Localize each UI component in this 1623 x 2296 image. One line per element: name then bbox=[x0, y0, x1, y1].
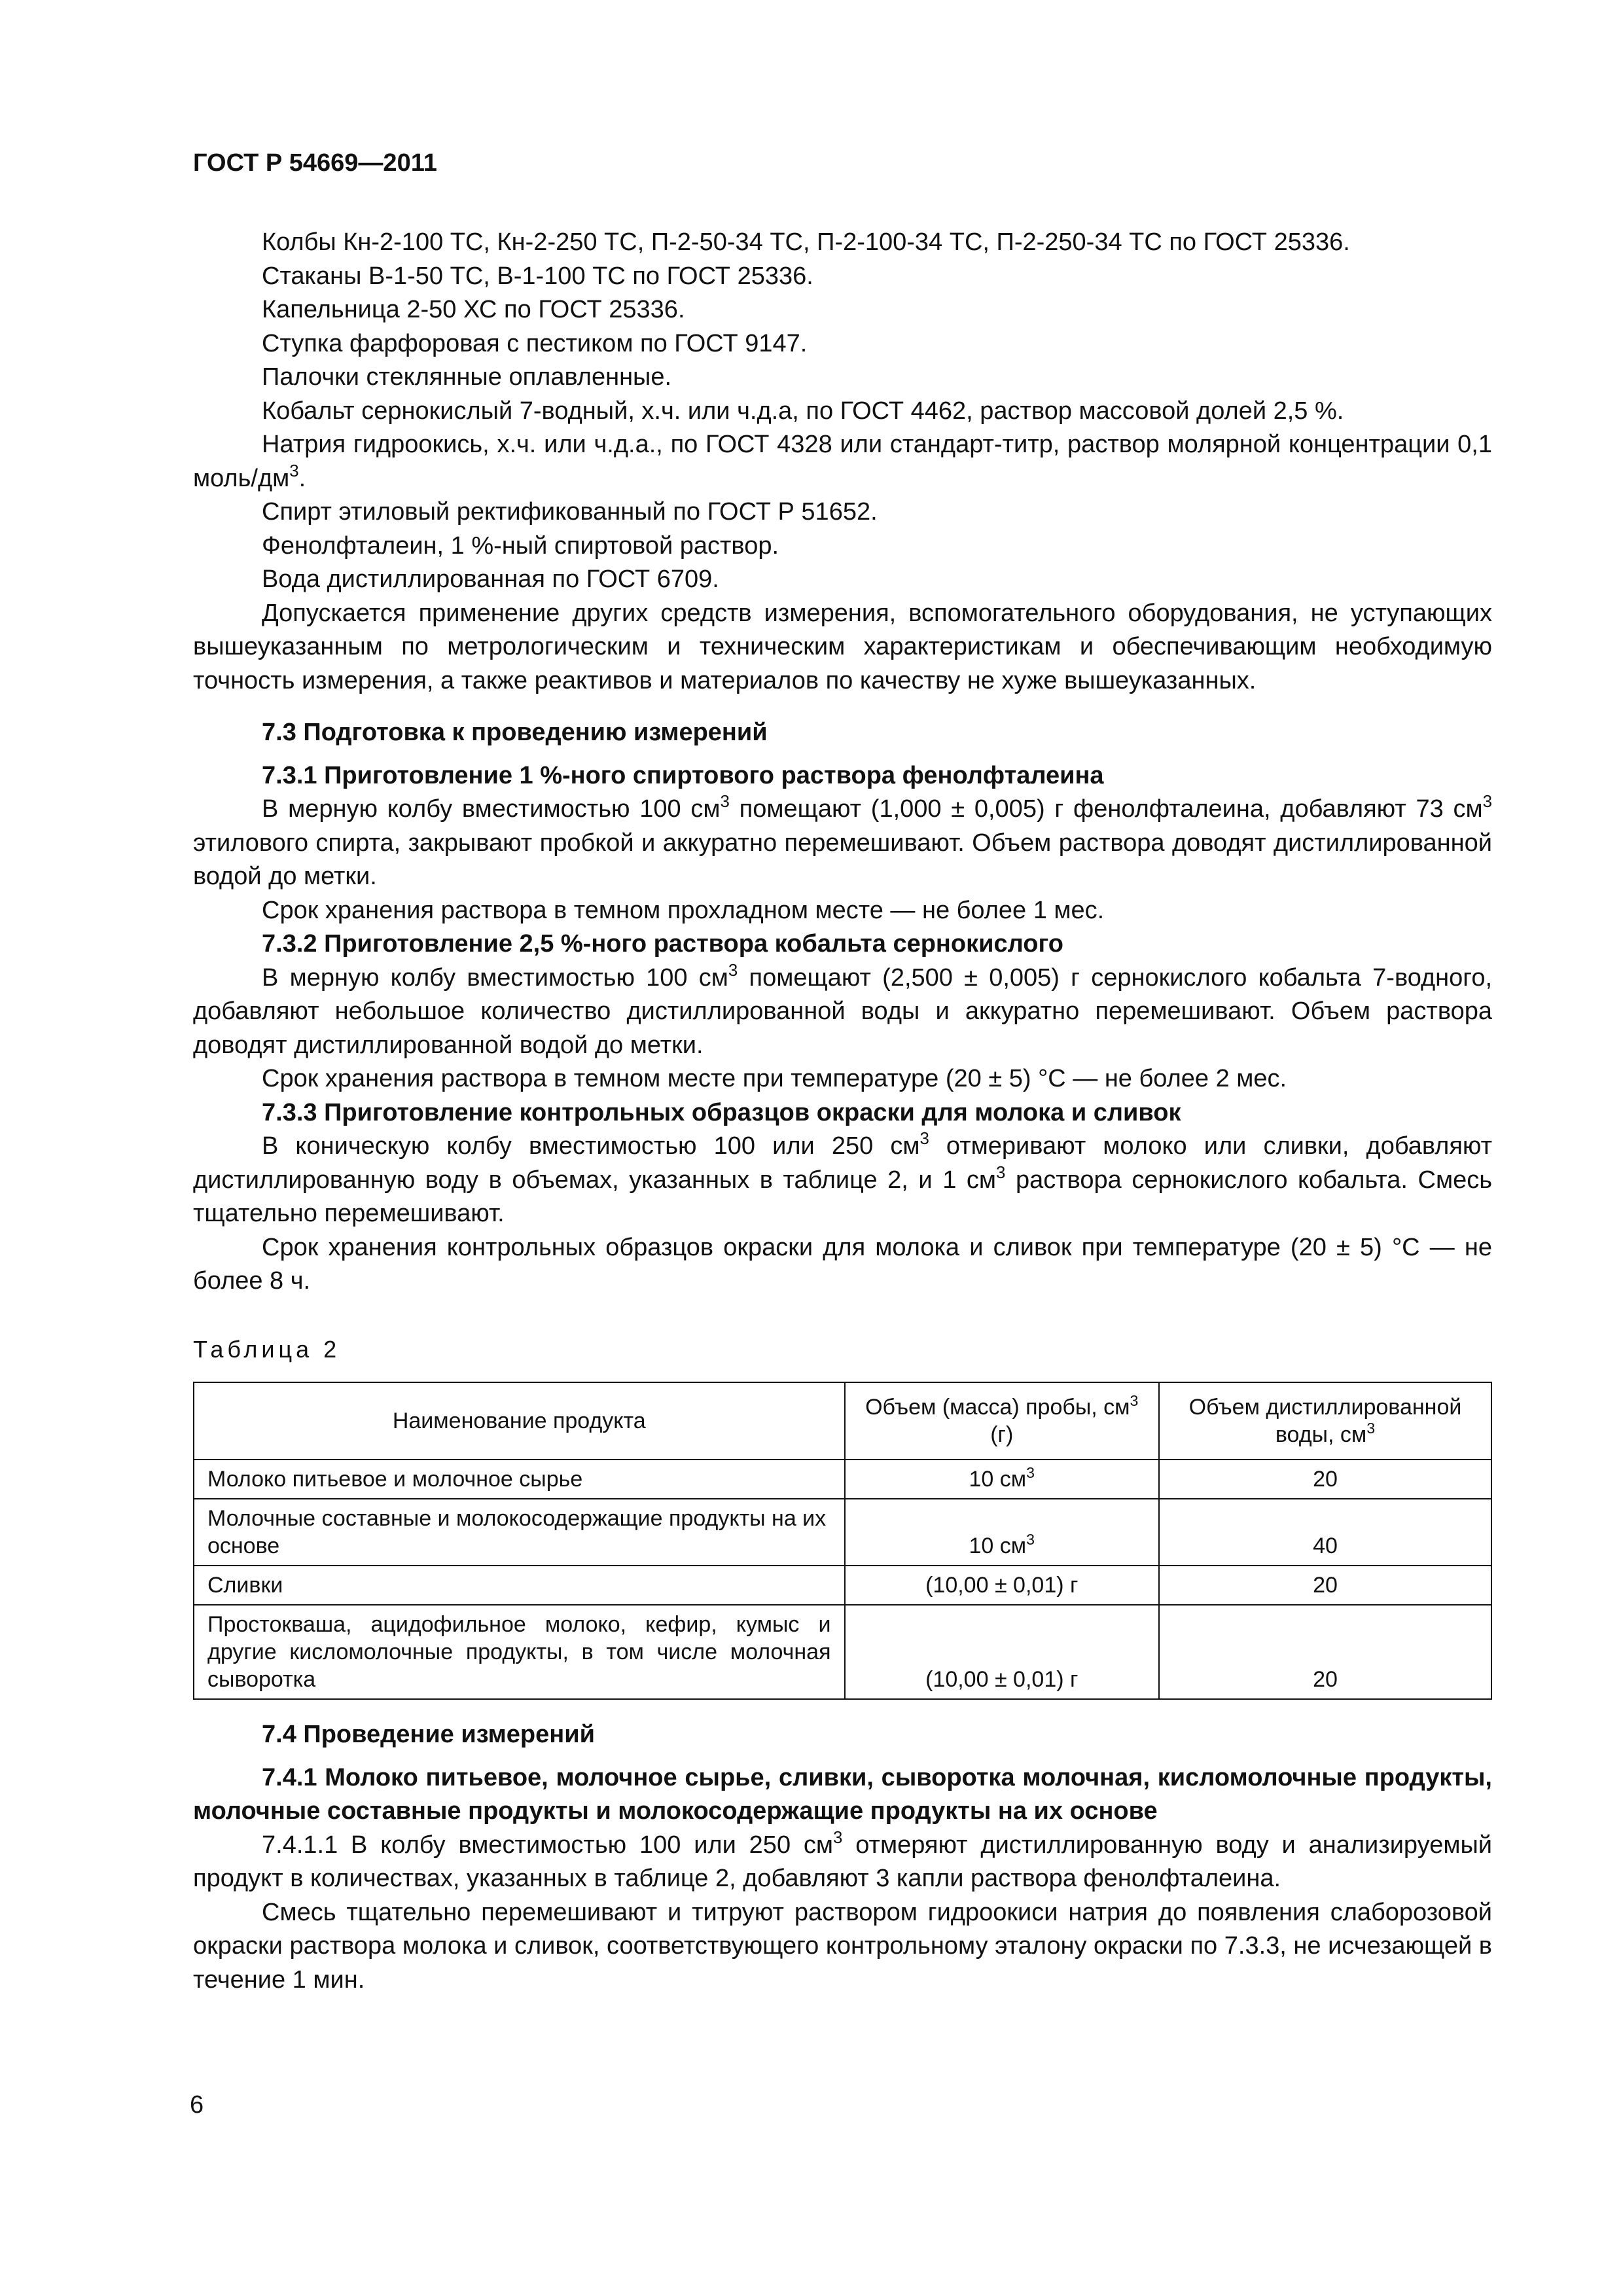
cell-water-volume: 40 bbox=[1159, 1499, 1491, 1566]
paragraph: В мерную колбу вместимостью 100 $см^3$ помещают (1,000 ± 0,005) г фенолфталеина, добавляют 73 $см^3$ этилового спирта, закрывают пробкой и аккуратно перемешивают. Объем раствора доводят дистиллированной водой до метки. bbox=[193, 793, 1492, 890]
cell-sample-volume: (10,00 ± 0,01) г bbox=[845, 1566, 1160, 1605]
section-heading-7-3-3: 7.3.3 Приготовление контрольных образцов окраски для молока и сливок bbox=[262, 1098, 1181, 1126]
section-heading-7-4: 7.4 Проведение измерений bbox=[262, 1721, 595, 1748]
paragraph: Срок хранения раствора в темном прохладном месте — не более 1 мес. bbox=[262, 896, 1105, 924]
equipment-item: Кобальт сернокислый 7-водный, х.ч. или ч.д.а, по ГОСТ 4462, раствор массовой долей 2,5 %. bbox=[262, 397, 1344, 425]
equipment-item-naoh: Натрия гидроокись, х.ч. или ч.д.а., по ГОСТ 4328 или стандарт-титр, раствор молярной концентрации 0,1 моль/$дм^3$. bbox=[193, 431, 1492, 492]
section-heading-7-3-2: 7.3.2 Приготовление 2,5 %-ного раствора кобальта сернокислого bbox=[262, 930, 1063, 958]
equipment-item: Фенолфталеин, 1 %-ный спиртовой раствор. bbox=[262, 531, 779, 560]
paragraph: В коническую колбу вместимостью 100 или 250 $см^3$ отмеривают молоко или сливки, добавляют дистиллированную воду в объемах, указанных в таблице 2, и 1 $см^3$ раствора сернокислого кобальта. Смесь тщательно перемешивают. bbox=[193, 1130, 1493, 1227]
table-header-row bbox=[194, 1382, 1491, 1460]
page-header: ГОСТ Р 54669—2011 bbox=[193, 149, 437, 177]
equipment-item: Вода дистиллированная по ГОСТ 6709. bbox=[262, 565, 719, 593]
paragraph: Смесь тщательно перемешивают и титруют раствором гидроокиси натрия до появления слаборозовой окраски раствора молока и сливок, соответствующего контрольному эталону окраски по 7.3.3, не исчезающей в течение 1 мин. bbox=[193, 1898, 1492, 1994]
cell-product: Молоко питьевое и молочное сырье bbox=[194, 1460, 845, 1499]
cell-water-volume: 20 bbox=[1159, 1460, 1491, 1499]
section-heading-7-4-1: 7.4.1 Молоко питьевое, молочное сырье, сливки, сыворотка молочная, кисломолочные продукты, молочные составные продукты и молокосодержащие продукты на их основе bbox=[193, 1763, 1492, 1825]
column-header-water-volume: Объем дистиллированной воды, $см^3$ bbox=[1159, 1382, 1491, 1460]
section-heading-7-3: 7.3 Подготовка к проведению измерений bbox=[262, 719, 768, 746]
page-number: 6 bbox=[190, 2091, 204, 2119]
table-row bbox=[194, 1499, 1491, 1566]
cell-product: Молочные составные и молокосодержащие продукты на их основе bbox=[194, 1499, 845, 1566]
cell-product: Сливки bbox=[194, 1566, 845, 1605]
page-content bbox=[193, 226, 1492, 1997]
cell-product: Простокваша, ацидофильное молоко, кефир, кумыс и другие кисломолочные продукты, в том числе молочная сыворотка bbox=[194, 1605, 845, 1699]
cell-sample-volume: 10 $см^3$ bbox=[845, 1499, 1160, 1566]
cell-sample-volume: 10 $см^3$ bbox=[845, 1460, 1160, 1499]
paragraph: 7.4.1.1 В колбу вместимостью 100 или 250 $см^3$ отмеряют дистиллированную воду и анализируемый продукт в количествах, указанных в таблице 2, добавляют 3 капли раствора фенолфталеина. bbox=[193, 1828, 1492, 1892]
column-header-sample-volume: Объем (масса) пробы, $см^3$ (г) bbox=[845, 1382, 1160, 1460]
table-caption: Таблица 2 bbox=[193, 1335, 341, 1363]
equipment-item: Капельница 2-50 ХС по ГОСТ 25336. bbox=[262, 296, 685, 323]
equipment-item: Спирт этиловый ректификованный по ГОСТ Р 51652. bbox=[262, 498, 878, 526]
cell-water-volume: 20 bbox=[1159, 1566, 1491, 1605]
section-heading-7-3-1: 7.3.1 Приготовление 1 %-ного спиртового раствора фенолфталеина bbox=[262, 761, 1104, 789]
equipment-item: Палочки стеклянные оплавленные. bbox=[262, 363, 672, 391]
cell-sample-volume: (10,00 ± 0,01) г bbox=[845, 1605, 1160, 1699]
paragraph: Срок хранения раствора в темном месте при температуре (20 ± 5) °С — не более 2 мес. bbox=[262, 1065, 1287, 1092]
paragraph: Срок хранения контрольных образцов окраски для молока и сливок при температуре (20 ± 5) °С — не более 8 ч. bbox=[193, 1233, 1492, 1295]
table-row bbox=[194, 1605, 1491, 1699]
table-2 bbox=[193, 1382, 1492, 1700]
column-header-product: Наименование продукта bbox=[194, 1382, 845, 1460]
table-row bbox=[194, 1460, 1491, 1499]
equipment-item: Ступка фарфоровая с пестиком по ГОСТ 9147. bbox=[262, 329, 808, 357]
table-row bbox=[194, 1566, 1491, 1605]
equipment-item: Стаканы В-1-50 ТС, В-1-100 ТС по ГОСТ 25336. bbox=[262, 262, 813, 290]
paragraph: В мерную колбу вместимостью 100 $см^3$ помещают (2,500 ± 0,005) г сернокислого кобальта 7-водного, добавляют небольшое количество дистиллированной воды и аккуратно перемешивают. Объем раствора доводят дистиллированной водой до метки. bbox=[193, 961, 1493, 1059]
equipment-item: Колбы Кн-2-100 ТС, Кн-2-250 ТС, П-2-50-34 ТС, П-2-100-34 ТС, П-2-250-34 ТС по ГОСТ 25336. bbox=[262, 228, 1350, 256]
equipment-note: Допускается применение других средств измерения, вспомогательного оборудования, не уступающих вышеуказанным по метрологическим и техническим характеристикам и обеспечивающим необходимую точность измерения, а также реактивов и материалов по качеству не хуже вышеуказанных. bbox=[193, 599, 1492, 694]
cell-water-volume: 20 bbox=[1159, 1605, 1491, 1699]
